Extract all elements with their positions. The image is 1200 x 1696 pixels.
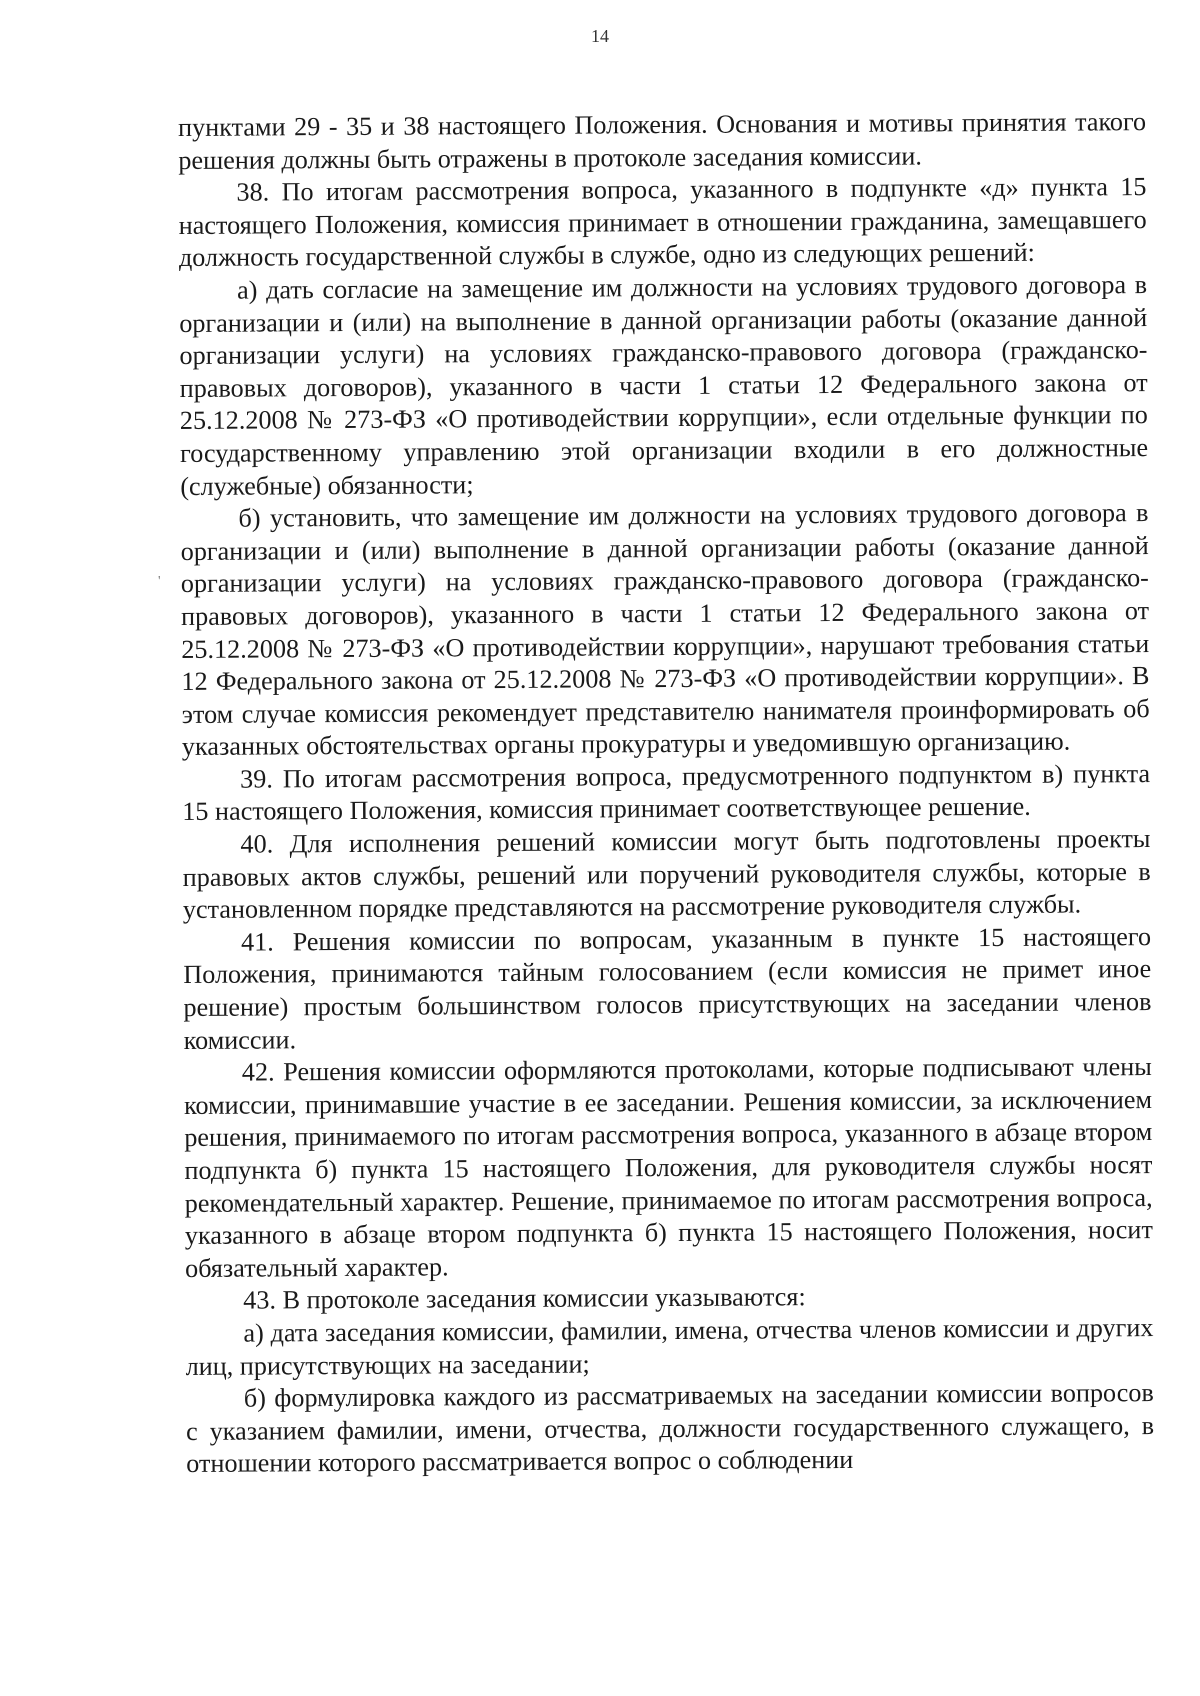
- paragraph-40: 40. Для исполнения решений комиссии могут быть подготовлены проекты правовых актов службы, решений или поручений руководителя службы, которые в установленном порядке представляются на рассмотрение руководителя службы.: [182, 824, 1151, 925]
- paragraph-43-a: а) дата заседания комиссии, фамилии, имена, отчества членов комиссии и других лиц, присутствующих на заседании;: [185, 1313, 1154, 1381]
- paragraph-39: 39. По итогам рассмотрения вопроса, предусмотренного подпунктом в) пункта 15 настоящего Положения, комиссия принимает соответствующее решение.: [182, 758, 1151, 827]
- page-number: 14: [591, 26, 609, 46]
- paragraph-38-b: б) установить, что замещение им должности на условиях трудового договора в организации и (или) выполнение в данной организации работы (оказание данной организации услуги) на условиях гражданско-правового договора (гражданско-правовых договоров), указанного в части 1 статьи 12 Федерального закона от 25.12.2008 № 273-ФЗ «О противодействии коррупции», нарушают требования статьи 12 Федерального закона от 25.12.2008 № 273-ФЗ «О противодействии коррупции». В этом случае комиссия рекомендует представителю нанимателя проинформировать об указанных обстоятельствах органы прокуратуры и уведомившую организацию.: [180, 498, 1150, 762]
- document-body: [178, 106, 1154, 1481]
- margin-mark: ': [158, 574, 161, 589]
- paragraph-41: 41. Решения комиссии по вопросам, указанным в пункте 15 настоящего Положения, принимаются тайным голосованием (если комиссия не примет иное решение) простым большинством голосов присутствующих на заседании членов комиссии.: [183, 921, 1152, 1055]
- paragraph-42: 42. Решения комиссии оформляются протоколами, которые подписывают члены комиссии, принимавшие участие в ее заседании. Решения комиссии, за исключением решения, принимаемого по итогам рассмотрения вопроса, указанного в абзаце втором подпункта б) пункта 15 настоящего Положения, для руководителя службы носят рекомендательный характер. Решение, принимаемое по итогам рассмотрения вопроса, указанного в абзаце втором подпункта б) пункта 15 настоящего Положения, носит обязательный характер.: [183, 1052, 1153, 1283]
- paragraph-43-b: б) формулировка каждого из рассматриваемых на заседании комиссии вопросов с указанием фамилии, имени, отчества, должности государственного служащего, в отношении которого рассматривается вопрос о соблюдении: [185, 1378, 1155, 1479]
- paragraph-continuation: пунктами 29 - 35 и 38 настоящего Положения. Основания и мотивы принятия такого решения должны быть отражены в протоколе заседания комиссии.: [178, 107, 1147, 175]
- paragraph-38: 38. По итогам рассмотрения вопроса, указанного в подпункте «д» пункта 15 настоящего Положения, комиссия принимает в отношении гражданина, замещавшего должность государственной службы в службе, одно из следующих решений:: [178, 172, 1147, 273]
- paragraph-43: 43. В протоколе заседания комиссии указываются:: [243, 1282, 806, 1315]
- paragraph-38-a: а) дать согласие на замещение им должности на условиях трудового договора в организации и (или) на выполнение в данной организации работы (оказание данной организации услуги) на условиях гражданско-правового договора (гражданско-правовых договоров), указанного в части 1 статьи 12 Федерального закона от 25.12.2008 № 273-ФЗ «О противодействии коррупции», если отдельные функции по государственному управлению этой организации входили в его должностные (служебные) обязанности;: [179, 270, 1149, 501]
